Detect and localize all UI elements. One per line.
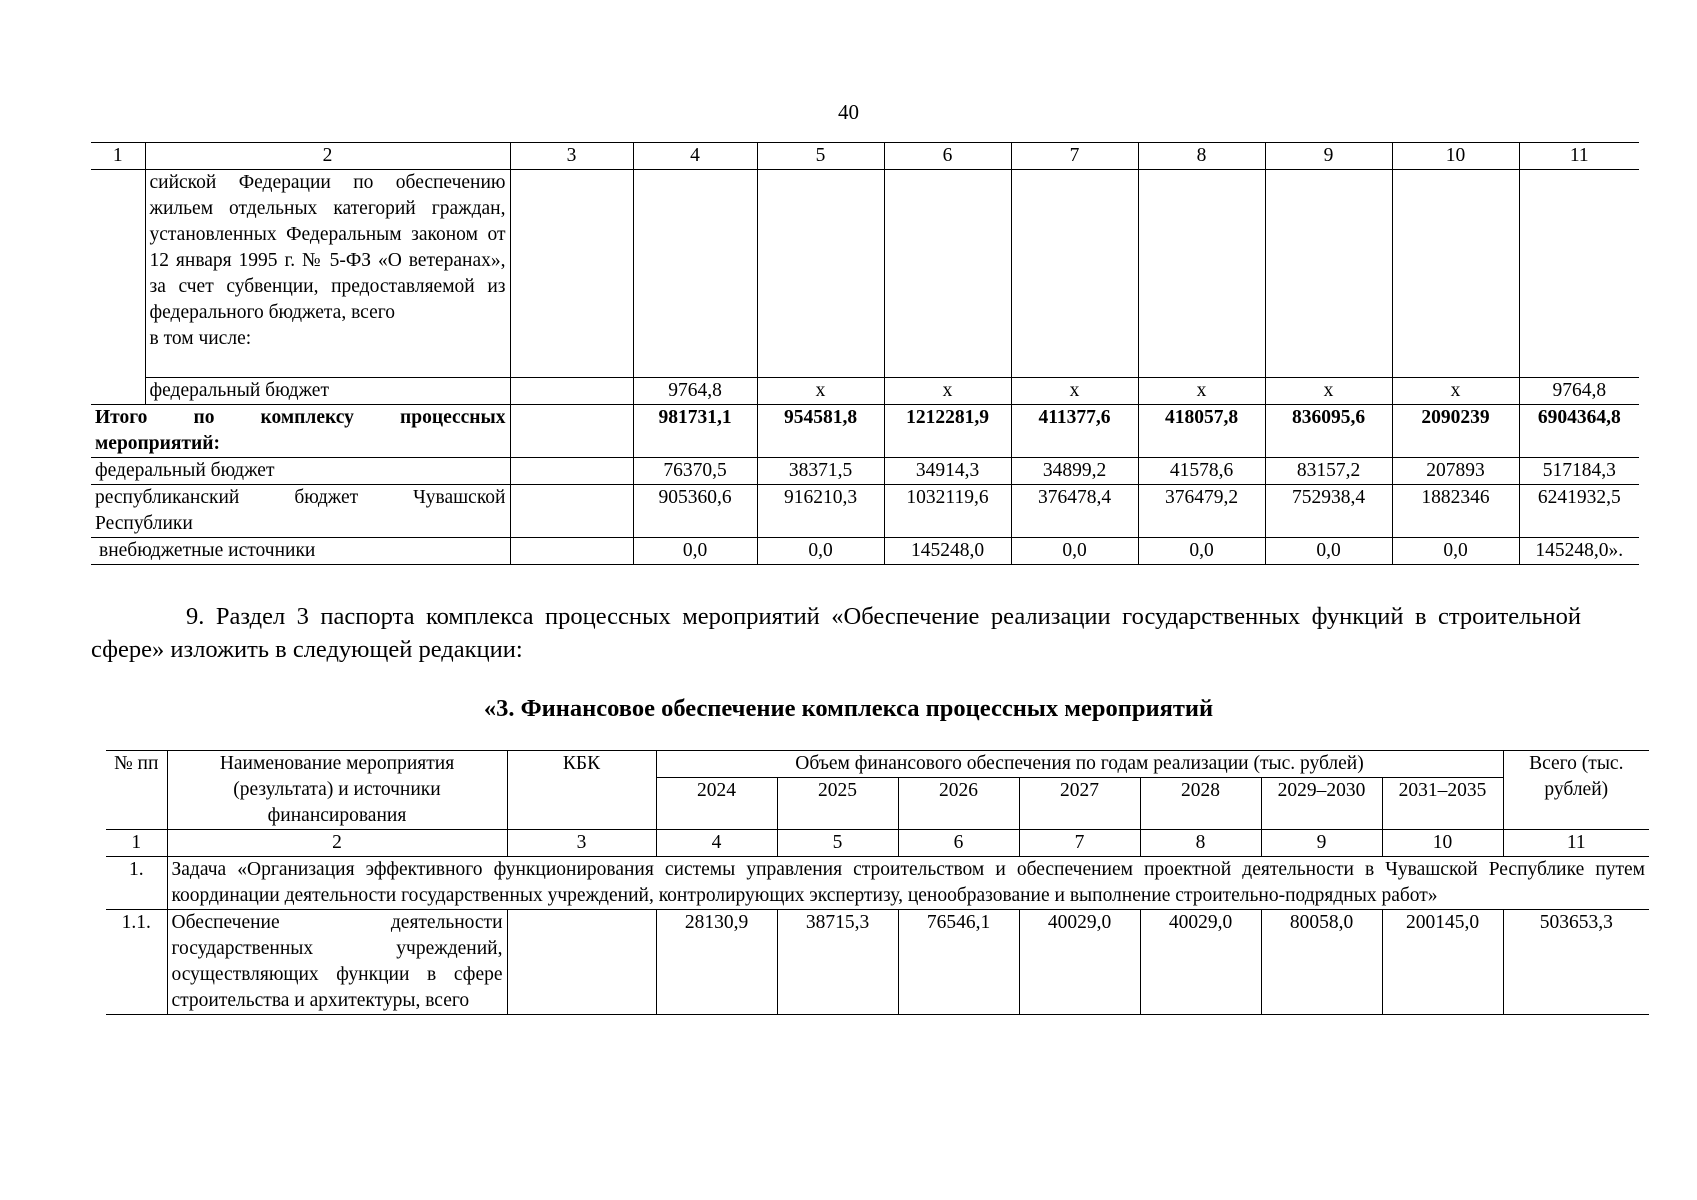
col-num-11: 11 [1519,143,1639,170]
year-header: 2024 [656,778,777,830]
col-num-4: 4 [633,143,757,170]
value-cell: 503653,3 [1503,910,1649,1015]
value-cell: 9764,8 [1519,378,1639,405]
value-cell: 80058,0 [1261,910,1382,1015]
table-row [91,405,1639,458]
continued-text: сийской Федерации по обеспечению жильем отдельных категорий граждан, установленных Федеральным законом от 12 января 1995 г. № 5-ФЗ «О ветеранах», за счет субвенции, предоставляемой из федерального бюджета, всего [149,172,506,323]
value-cell: 954581,8 [757,405,884,458]
value-cell: 76546,1 [898,910,1019,1015]
value-cell: 200145,0 [1382,910,1503,1015]
section-title: «3. Финансовое обеспечение комплекса процессных мероприятий [483,695,1214,722]
value-cell: 41578,6 [1138,458,1265,485]
table-row [91,378,1639,405]
value-cell: 145248,0». [1519,538,1639,565]
financing-table [106,750,1649,1015]
value-cell: 207893 [1392,458,1519,485]
value-cell: 2090239 [1392,405,1519,458]
value-cell: x [757,378,884,405]
value-cell: 376479,2 [1138,485,1265,538]
value-cell: 411377,6 [1011,405,1138,458]
value-cell: 40029,0 [1019,910,1140,1015]
header-kbk: КБК [507,751,656,830]
instruction-paragraph: 9. Раздел 3 паспорта комплекса процессных мероприятий «Обеспечение реализации государственных функций в строительной сфере» изложить в следующей редакции: [91,603,1581,663]
value-cell: x [1011,378,1138,405]
value-cell: 752938,4 [1265,485,1392,538]
col-num-6: 6 [884,143,1011,170]
year-header: 2025 [777,778,898,830]
table-row [106,910,1649,1015]
value-cell: 76370,5 [633,458,757,485]
value-cell: 34914,3 [884,458,1011,485]
col-num-10: 10 [1392,143,1519,170]
value-cell: 9764,8 [633,378,757,405]
col-num-6: 6 [898,830,1019,857]
header-total: Всего (тыс. рублей) [1503,751,1649,830]
value-cell: 0,0 [1138,538,1265,565]
row-name: республиканский бюджет Чувашской Республики [91,485,510,538]
column-number-row [106,830,1649,857]
row-name: федеральный бюджет [145,378,510,405]
col-num-5: 5 [777,830,898,857]
value-cell: 38715,3 [777,910,898,1015]
header-row [106,751,1649,778]
col-num-7: 7 [1019,830,1140,857]
col-num-5: 5 [757,143,884,170]
year-header: 2031–2035 [1382,778,1503,830]
col-num-9: 9 [1265,143,1392,170]
table-continued [91,142,1639,565]
item-num: 1.1. [106,910,167,1015]
table-row [91,538,1639,565]
column-number-row [91,143,1639,170]
col-num-3: 3 [510,143,633,170]
value-cell: 0,0 [1011,538,1138,565]
value-cell: 1032119,6 [884,485,1011,538]
col-num-11: 11 [1503,830,1649,857]
value-cell: 34899,2 [1011,458,1138,485]
task-text: Задача «Организация эффективного функционирования системы управления строительством и обеспечением проектной деятельности в Чувашской Республике путем координации деятельности государственных учреждений, контролирующих экспертизу, ценообразование и выполнение строительно-подрядных работ» [167,857,1649,910]
value-cell: 6904364,8 [1519,405,1639,458]
year-header: 2028 [1140,778,1261,830]
col-num-1: 1 [91,143,145,170]
header-name: Наименование мероприятия (результата) и источники финансирования [167,751,507,830]
value-cell: 905360,6 [633,485,757,538]
header-volume: Объем финансового обеспечения по годам реализации (тыс. рублей) [656,751,1503,778]
row-name: Итого по комплексу процессных мероприятий: [91,405,510,458]
value-cell: 376478,4 [1011,485,1138,538]
table-row [91,458,1639,485]
value-cell: x [1265,378,1392,405]
table-row [91,485,1639,538]
header-num: № пп [106,751,167,830]
col-num-7: 7 [1011,143,1138,170]
col-num-8: 8 [1138,143,1265,170]
value-cell: 836095,6 [1265,405,1392,458]
value-cell: 0,0 [757,538,884,565]
continued-text-cell [145,170,510,378]
value-cell: 0,0 [1265,538,1392,565]
table-row [91,170,1639,378]
page-number: 40 [838,100,859,124]
value-cell: 418057,8 [1138,405,1265,458]
value-cell: 517184,3 [1519,458,1639,485]
task-num: 1. [106,857,167,910]
year-header: 2026 [898,778,1019,830]
row-name: федеральный бюджет [91,458,510,485]
value-cell: 40029,0 [1140,910,1261,1015]
col-num-4: 4 [656,830,777,857]
value-cell: 28130,9 [656,910,777,1015]
value-cell: 38371,5 [757,458,884,485]
year-header: 2029–2030 [1261,778,1382,830]
item-name: Обеспечение деятельности государственных учреждений, осуществляющих функции в сфере строительства и архитектуры, всего [167,910,507,1015]
col-num-2: 2 [167,830,507,857]
value-cell: x [1138,378,1265,405]
continued-text-tail: в том числе: [149,328,252,349]
value-cell: 1882346 [1392,485,1519,538]
col-num-1: 1 [106,830,167,857]
row-name: внебюджетные источники [91,538,510,565]
value-cell: 83157,2 [1265,458,1392,485]
value-cell: 145248,0 [884,538,1011,565]
col-num-3: 3 [507,830,656,857]
year-header: 2027 [1019,778,1140,830]
value-cell: 981731,1 [633,405,757,458]
value-cell: 0,0 [633,538,757,565]
col-num-9: 9 [1261,830,1382,857]
task-row [106,857,1649,910]
value-cell: 916210,3 [757,485,884,538]
col-num-2: 2 [145,143,510,170]
col-num-10: 10 [1382,830,1503,857]
value-cell: 1212281,9 [884,405,1011,458]
value-cell: 0,0 [1392,538,1519,565]
value-cell: x [884,378,1011,405]
col-num-8: 8 [1140,830,1261,857]
value-cell: x [1392,378,1519,405]
value-cell: 6241932,5 [1519,485,1639,538]
